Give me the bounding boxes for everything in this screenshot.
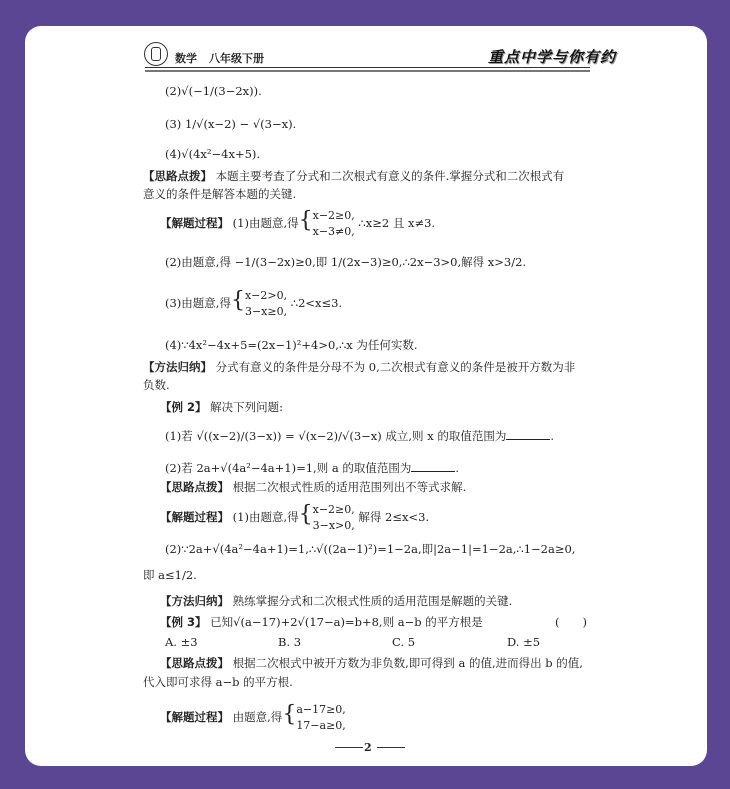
brace-icon: { [230,288,245,313]
sys1-row2: x−3≠0, [312,225,355,238]
sol3-pre: 由题意,得 [232,710,283,724]
sys4-row2: 17−a≥0, [296,719,346,732]
option-b: B. 3 [278,635,302,649]
ex2-q2-text: (2)若 2a+√(4a²−4a+1)=1,则 a 的取值范围为 [165,461,412,475]
method1-text-a: 分式有意义的条件是分母不为 0,二次根式有意义的条件是被开方数为非 [215,360,576,374]
ex3-paren: ( ) [555,615,587,629]
sol1-line-a [160,208,435,240]
sys3-row1: x−2≥0, [312,503,355,516]
tip3-text-a: 根据二次根式中被开方数为非负数,即可得到 a 的值,进而得出 b 的值, [232,656,583,670]
brace-icon: { [298,502,313,527]
ex3-line [160,615,483,629]
school-logo-icon [144,42,168,66]
sol3-line [160,702,346,734]
ex2-heading [160,400,283,414]
system-4 [296,702,345,734]
header-subject: 数学 [175,52,197,65]
tip3-line-a [160,656,583,670]
method1-line-a [143,360,575,374]
sol1-c-pre: (3)由题意,得 [165,296,231,310]
system-2 [245,288,287,320]
ex2-q2: (2)若 2a+√(4a²−4a+1)=1,则 a 的取值范围为 . [165,461,460,475]
tip3-label: 【思路点拨】 [160,656,229,670]
system-1 [313,208,355,240]
sol2-a-pre: (1)由题意,得 [232,510,299,524]
sol1-label: 【解题过程】 [160,216,229,230]
sys3-row2: 3−x>0, [312,519,355,532]
answer-blank [411,460,455,472]
line-q3: (3) 1/√(x−2) − √(3−x). [165,117,297,131]
sol2-line-a [160,502,429,534]
tip1-label: 【思路点拨】 [143,169,212,183]
brace-icon: { [298,208,313,233]
document-card [25,26,707,766]
sol1-line-c [165,288,342,320]
sol1-c-post: ∴2<x≤3. [290,296,343,310]
method2-label: 【方法归纳】 [160,594,229,608]
method2-line [160,594,512,608]
sys4-row1: a−17≥0, [296,703,346,716]
ex3-label: 【例 3】 [160,615,207,629]
ex3-text: 已知√(a−17)+2√(17−a)=b+8,则 a−b 的平方根是 [210,615,483,629]
tip2-line [160,480,466,494]
system-3 [313,502,355,534]
option-d: D. ±5 [507,635,541,649]
sol2-line-c: 即 a≤1/2. [143,568,197,582]
sol2-line-b: (2)∵2a+√(4a²−4a+1)=1,∴√((2a−1)²)=1−2a,即|2a−1|=1−2a,∴1−2a≥0, [165,542,576,556]
ex2-q1: (1)若 √((x−2)/(3−x)) = √(x−2)/√(3−x) 成立,则 x 的取值范围为 . [165,429,555,443]
tip1-text-b: 意义的条件是解答本题的关键. [143,187,297,201]
sol2-a-post: 解得 2≤x<3. [358,510,430,524]
method1-label: 【方法归纳】 [143,360,212,374]
tip2-label: 【思路点拨】 [160,480,229,494]
answer-blank [506,428,550,440]
method2-text: 熟练掌握分式和二次根式性质的适用范围是解题的关键. [232,594,513,608]
sys1-row1: x−2≥0, [312,209,355,222]
sol1-a-pre: (1)由题意,得 [232,216,299,230]
header-rule [145,67,590,68]
sol3-label: 【解题过程】 [160,710,229,724]
header-brand: 重点中学与你有约 [488,48,617,66]
sol2-label: 【解题过程】 [160,510,229,524]
method1-text-b: 负数. [143,378,170,392]
tip3-text-b: 代入即可求得 a−b 的平方根. [143,675,293,689]
tip2-text: 根据二次根式性质的适用范围列出不等式求解. [232,480,467,494]
sys2-row1: x−2>0, [244,289,288,302]
page-ornament-right [377,747,405,748]
brace-icon: { [282,702,297,727]
sol1-a-post: ∴x≥2 且 x≠3. [358,216,436,230]
ex2-label: 【例 2】 [160,400,207,414]
option-a: A. ±3 [165,635,198,649]
ex2-title: 解决下列问题: [210,400,284,414]
line-q4: (4)√(4x²−4x+5). [165,147,261,161]
tip1-text-a: 本题主要考查了分式和二次根式有意义的条件.掌握分式和二次根式有 [215,169,565,183]
ex2-q1-text: (1)若 √((x−2)/(3−x)) = √(x−2)/√(3−x) 成立,则 x 的取值范围为 [165,429,507,443]
sol1-line-d: (4)∵4x²−4x+5=(2x−1)²+4>0,∴x 为任何实数. [165,338,418,352]
line-q2: (2)√(−1/(3−2x)). [165,84,262,98]
page-number: 2 [364,741,372,754]
page-ornament-left [335,747,363,748]
option-c: C. 5 [392,635,416,649]
header-rule-thick [145,70,590,72]
sol1-line-b: (2)由题意,得 −1/(3−2x)≥0,即 1/(2x−3)≥0,∴2x−3>0,解得 x>3/2. [165,255,527,269]
tip1-line-a [143,169,564,183]
sys2-row2: 3−x≥0, [244,305,288,318]
header-grade: 八年级下册 [209,52,264,65]
